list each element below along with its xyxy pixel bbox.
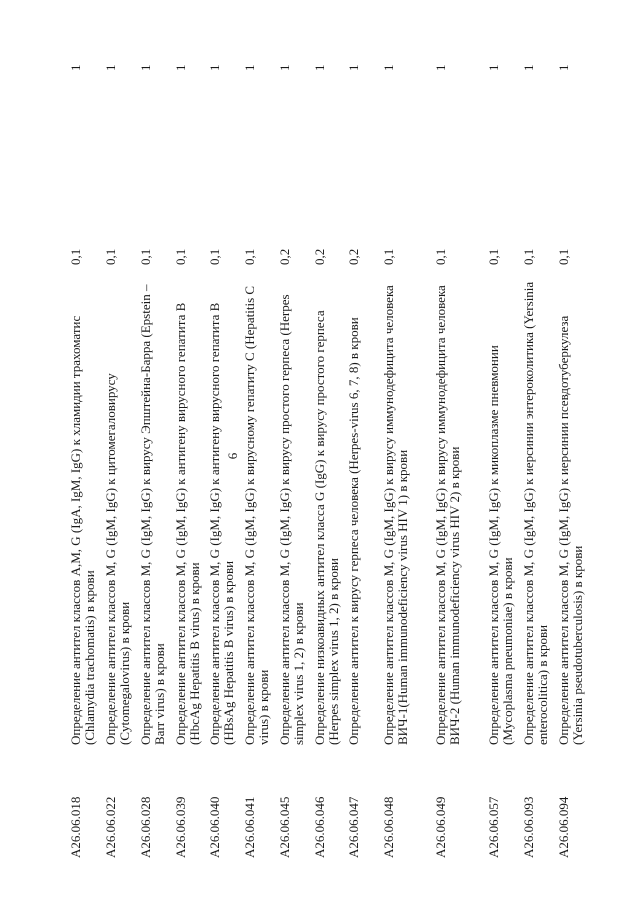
procedure-description: Определение антител классов M, G (IgM, IgG) к иерсинии энтероколитика (Yersinia enterocolitica) в крови (521, 281, 550, 745)
procedure-code: A26.06.041 (242, 796, 257, 858)
procedure-description: Определение антител классов M, G (IgM, IgG) к вирусу иммунодефицита человека ВИЧ-2 (Human immunodeficiency virus HIV 2) в крови (433, 285, 462, 745)
procedure-description: Определение антител классов A,M, G (IgA, IgM, IgG) к хламидии трахоматис (Chlamydia trachomatis) в крови (68, 315, 97, 745)
quantity-value: 1 (433, 64, 448, 71)
procedure-description: Определение антител классов M, G (IgM, IgG) к вирусу простого герпеса (Herpes simplex virus 1, 2) в крови (277, 294, 306, 745)
procedure-description: Определение антител к вирусу герпеса человека (Herpes-virus 6, 7, 8) в крови (346, 317, 361, 745)
procedure-code: A26.06.045 (277, 796, 292, 858)
frequency-value: 0,1 (242, 248, 257, 265)
quantity-value: 1 (521, 64, 536, 71)
frequency-value: 0,1 (138, 248, 153, 265)
frequency-value: 0,1 (207, 248, 222, 265)
procedure-code: A26.06.028 (138, 796, 153, 858)
procedure-code: A26.06.047 (346, 796, 361, 858)
frequency-value: 0,1 (103, 248, 118, 265)
procedure-code: A26.06.018 (68, 796, 83, 858)
procedure-code: A26.06.022 (103, 796, 118, 858)
procedure-code: A26.06.039 (173, 796, 188, 858)
frequency-value: 0,1 (433, 248, 448, 265)
procedure-code: A26.06.093 (521, 796, 536, 858)
quantity-value: 1 (103, 64, 118, 71)
frequency-value: 0,1 (486, 248, 501, 265)
frequency-value: 0,1 (68, 248, 83, 265)
quantity-value: 1 (138, 64, 153, 71)
procedure-description: Определение антител классов M, G (IgM, IgG) к антигену вирусного гепатита B (HbcAg Hepatitis B virus) в крови (173, 302, 202, 745)
frequency-value: 0,1 (173, 248, 188, 265)
quantity-value: 1 (486, 64, 501, 71)
procedure-code: A26.06.057 (486, 796, 501, 858)
procedure-code: A26.06.049 (433, 796, 448, 858)
procedure-code: A26.06.040 (207, 796, 222, 858)
procedure-code: A26.06.048 (381, 796, 396, 858)
quantity-value: 1 (242, 64, 257, 71)
quantity-value: 1 (277, 64, 292, 71)
procedure-description: Определение антител классов M, G (IgM, IgG) к вирусу Эпштейна-Барра (Epstein – Barr virus) в крови (138, 284, 167, 745)
frequency-value: 0,1 (381, 248, 396, 265)
quantity-value: 1 (346, 64, 361, 71)
quantity-value: 1 (173, 64, 188, 71)
frequency-value: 0,2 (346, 248, 361, 265)
quantity-value: 1 (312, 64, 327, 71)
procedure-description: Определение антител классов M, G (IgM, IgG) к цитомегаловирусу (Cytomegalovirus) в крови (103, 373, 132, 745)
quantity-value: 1 (68, 64, 83, 71)
procedure-description: Определение антител классов M, G (IgM, IgG) к вирусу иммунодефицита человека ВИЧ-1(Human immunodeficiency virus HIV 1) в крови (381, 285, 410, 745)
frequency-value: 0,2 (277, 248, 292, 265)
procedure-description: Определение низкоавидных антител класса G (IgG) к вирусу простого герпеса (Herpes simplex virus 1, 2) в крови (312, 310, 341, 745)
quantity-value: 1 (381, 64, 396, 71)
procedure-description: Определение антител классов M, G (IgM, IgG) к микоплазме пневмонии (Mycoplasma pneumoniae) в крови (486, 345, 515, 745)
quantity-value: 1 (207, 64, 222, 71)
procedure-description: Определение антител классов M, G (IgM, IgG) к иерсинии псевдотуберкулеза (Yersinia pseudotuberculosis) в крови (556, 315, 585, 745)
frequency-value: 0,1 (556, 248, 571, 265)
frequency-value: 0,2 (312, 248, 327, 265)
procedure-description: Определение антител классов M, G (IgM, IgG) к антигену вирусного гепатита B (HBsAg Hepatitis B virus) в крови (207, 302, 236, 745)
procedure-code: A26.06.046 (312, 796, 327, 858)
quantity-value: 1 (556, 64, 571, 71)
frequency-value: 0,1 (521, 248, 536, 265)
procedure-code: A26.06.094 (556, 796, 571, 858)
procedure-description: Определение антител классов M, G (IgM, IgG) к вирусному гепатиту C (Hepatitis C virus) в крови (242, 285, 271, 745)
page-number: 6 (225, 452, 240, 460)
